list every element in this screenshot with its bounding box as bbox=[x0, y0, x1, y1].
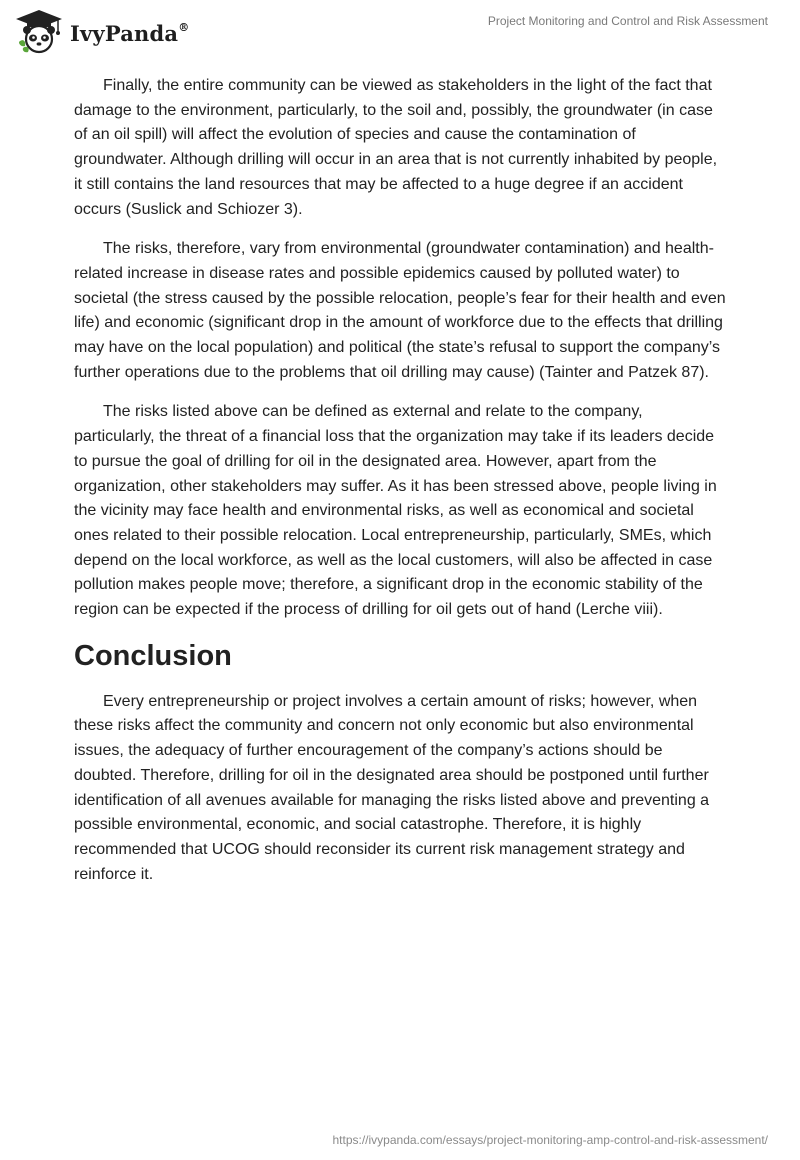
brand-name: IvyPanda® bbox=[70, 20, 190, 46]
paragraph-external-risks: The risks listed above can be defined as external and relate to the company, particularly, the threat of a financial loss that the organization may take if its leaders decide to pursue the goal of drilling for oil in the designated area. However, apart from the organization, other stakeholders may suffer. As it has been stressed above, people living in the vicinity may face health and environmental risks, as well as economical and societal ones related to their possible relocation. Local entrepreneurship, particularly, SMEs, which depend on the local workforce, as well as the local customers, will also be affected in case pollution makes people move; therefore, a significant drop in the economic stability of the region can be expected if the process of drilling for oil gets out of hand (Lerche viii). bbox=[74, 403, 717, 619]
paragraph-conclusion: Every entrepreneurship or project involves a certain amount of risks; however, when these risks affect the community and concern not only economic but also environmental issues, the adequacy of further encouragement of the company’s actions should be doubted. Therefore, drilling for oil in the designated area should be postponed until further identification of all avenues available for managing the risks listed above and preventing a possible environmental, economic, and social catastrophe. Therefore, it is highly recommended that UCOG should reconsider its current risk management strategy and reinforce it. bbox=[74, 692, 710, 883]
essay-content bbox=[74, 74, 726, 902]
conclusion-heading: Conclusion bbox=[74, 639, 232, 672]
paragraph-community-stakeholders: Finally, the entire community can be viewed as stakeholders in the light of the fact that damage to the environment, particularly, to the soil and, possibly, the groundwater (in case of an oil spill) will affect the evolution of species and cause the contamination of groundwater. Although drilling will occur in an area that is not currently inhabited by people, it still contains the land resources that may be affected to a huge degree if an accident occurs (Suslick and Schiozer 3). bbox=[74, 77, 718, 218]
registered-mark: ® bbox=[178, 20, 190, 34]
paragraph-risk-types: The risks, therefore, vary from environmental (groundwater contamination) and health-related increase in disease rates and possible epidemics caused by polluted water) to societal (the stress caused by the possible relocation, people’s fear for their health and even life) and economic (significant drop in the amount of workforce due to the effects that drilling may have on the local population) and political (the state’s refusal to support the company’s further operations due to the problems that oil drilling may cause) (Tainter and Patzek 87). bbox=[74, 240, 726, 381]
page-header bbox=[0, 0, 800, 60]
document-title: Project Monitoring and Control and Risk Assessment bbox=[487, 14, 768, 28]
panda-graduate-icon bbox=[14, 8, 64, 54]
ivypanda-logo[interactable] bbox=[14, 8, 189, 54]
source-url-link[interactable]: https://ivypanda.com/essays/project-monitoring-amp-control-and-risk-assessment/ bbox=[332, 1133, 768, 1147]
